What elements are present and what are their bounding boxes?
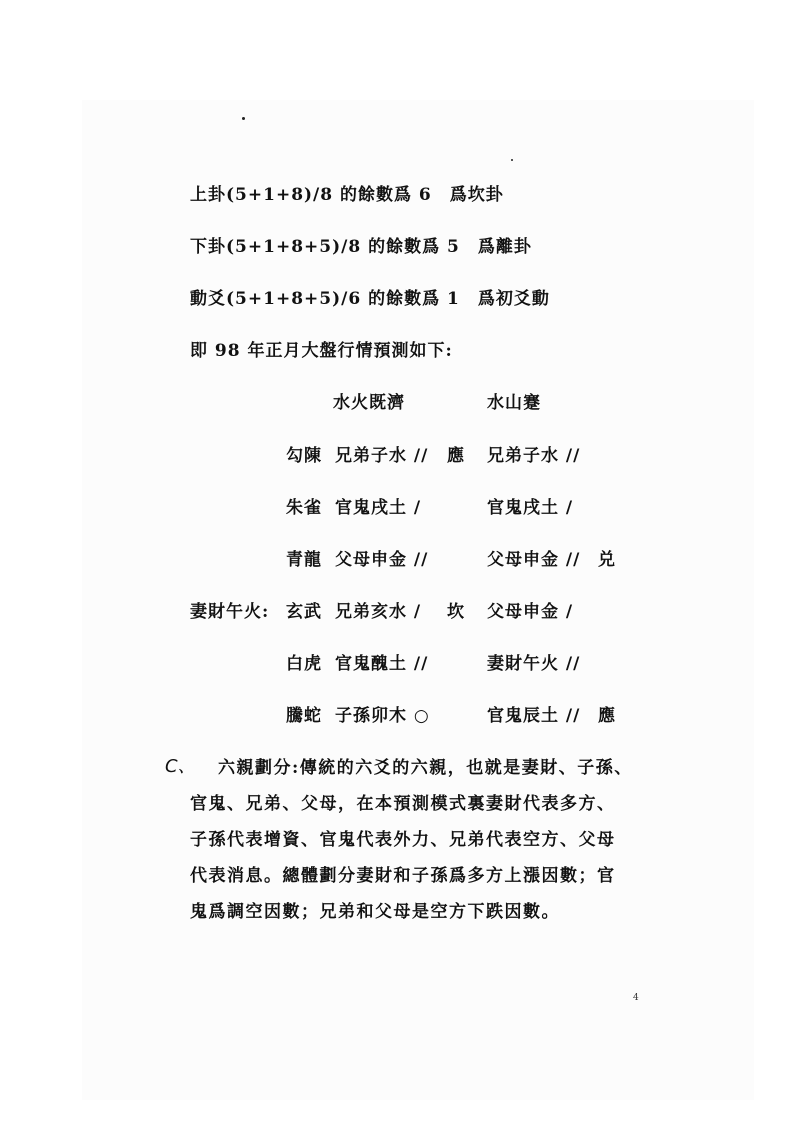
right-line: 父母申金 // (487, 550, 581, 570)
spirit-label: 玄武 (286, 602, 322, 622)
section-line: 代表消息。總體劃分妻財和子孫爲多方上漲因數；官 (190, 866, 616, 886)
right-line: 妻財午火 // (487, 654, 581, 674)
spirit-label: 青龍 (286, 550, 322, 570)
page-number: 4 (633, 993, 639, 1003)
scan-speck (511, 159, 513, 161)
section-line: 子孫代表增資、官鬼代表外力、兄弟代表空方、父母 (190, 830, 616, 850)
right-line: 父母申金 / (487, 602, 574, 622)
left-line: 子孫卯木 ○ (335, 706, 430, 726)
left-line: 兄弟子水 // (335, 446, 429, 466)
hidden-spirit-label: 妻財午火: (190, 602, 270, 622)
tail-mark: 兑 (598, 550, 616, 570)
scan-speck (242, 117, 245, 120)
right-line: 官鬼辰土 // (487, 706, 581, 726)
spirit-label: 白虎 (286, 654, 322, 674)
spirit-label: 騰蛇 (286, 706, 322, 726)
hexagram-right-title: 水山蹇 (487, 393, 541, 413)
left-line: 官鬼醜土 // (335, 654, 429, 674)
right-line: 官鬼戌土 / (487, 498, 574, 518)
line-mark: 坎 (447, 602, 465, 622)
left-line: 父母申金 // (335, 550, 429, 570)
section-line: 官鬼、兄弟、父母，在本預測模式裏妻財代表多方、 (190, 794, 616, 814)
spirit-label: 勾陳 (286, 446, 322, 466)
left-line: 兄弟亥水 / (335, 602, 422, 622)
tail-mark: 應 (598, 706, 616, 726)
section-line: 鬼爲調空因數；兄弟和父母是空方下跌因數。 (190, 902, 560, 922)
line-mark: 應 (447, 446, 465, 466)
left-line: 官鬼戌土 / (335, 498, 422, 518)
forecast-intro: 即 98 年正月大盤行情預測如下: (190, 341, 453, 361)
hexagram-left-title: 水火既濟 (333, 393, 405, 413)
section-label: C、 (165, 756, 196, 777)
right-line: 兄弟子水 // (487, 446, 581, 466)
spirit-label: 朱雀 (286, 498, 322, 518)
formula-lower-trigram: 下卦(5+1+8+5)/8 的餘數爲 5 爲離卦 (190, 237, 532, 257)
formula-upper-trigram: 上卦(5+1+8)/8 的餘數爲 6 爲坎卦 (190, 185, 504, 205)
formula-moving-line: 動爻(5+1+8+5)/6 的餘數爲 1 爲初爻動 (190, 289, 550, 309)
section-line: 六親劃分:傳統的六爻的六親，也就是妻財、子孫、 (218, 758, 633, 778)
